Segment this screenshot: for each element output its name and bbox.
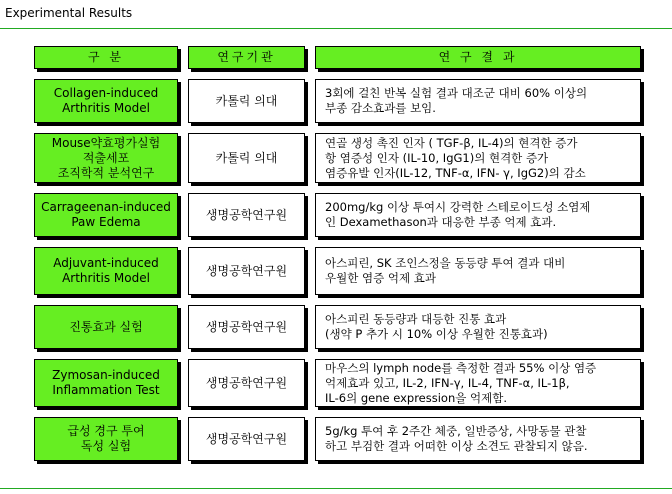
result-line: 인 Dexamethason과 대응한 부종 억제 효과.	[325, 215, 557, 229]
row-category	[34, 417, 178, 461]
category-line: 조직학적 분석연구	[57, 165, 155, 180]
row-institution: 생명공학연구원	[188, 247, 305, 295]
result-line: (생약 P 추가 시 10% 이상 우월한 진통효과)	[325, 327, 548, 341]
top-divider	[0, 28, 672, 29]
result-line: 아스피린 동등량과 대등한 진통 효과	[325, 312, 507, 326]
row-category	[34, 247, 178, 295]
category-line: Adjuvant-induced	[53, 256, 159, 270]
row-result	[315, 417, 641, 461]
bottom-divider	[0, 488, 672, 489]
result-line: 3회에 걸친 반복 실험 결과 대조군 대비 60% 이상의	[325, 86, 588, 100]
category-line: 급성 경구 투여	[67, 424, 145, 438]
row-result	[315, 79, 641, 123]
category-line: Mouse약효평가실험	[51, 135, 161, 150]
result-line: 5g/kg 투여 후 2주간 체중, 일반증상, 사망동물 관찰	[325, 424, 587, 438]
row-institution: 생명공학연구원	[188, 417, 305, 461]
category-line: Arthritis Model	[62, 271, 150, 285]
category-line: Paw Edema	[71, 215, 141, 229]
row-result	[315, 133, 641, 183]
result-line: 아스피린, SK 조인스정을 동등량 투여 결과 대비	[325, 256, 566, 270]
row-result	[315, 305, 641, 349]
result-line: IL-6의 gene expression을 억제함.	[325, 390, 507, 405]
result-line: 우월한 염증 억제 효과	[325, 271, 436, 285]
row-institution: 생명공학연구원	[188, 193, 305, 237]
category-line: Collagen-induced	[53, 86, 159, 100]
result-line: 억제효과 있고, IL-2, IFN-γ, IL-4, TNF-α, IL-1β,	[325, 375, 570, 390]
category-line: 적출세포	[82, 150, 130, 165]
row-institution: 생명공학연구원	[188, 305, 305, 349]
result-line: 하고 부검한 결과 어떠한 이상 소견도 관찰되지 않음.	[325, 439, 588, 453]
header-category: 구 분	[34, 46, 178, 69]
header-result: 연 구 결 과	[315, 46, 641, 69]
category-line: Carrageenan-induced	[41, 200, 171, 214]
row-category	[34, 133, 178, 183]
row-result	[315, 193, 641, 237]
result-line: 항 염증성 인자 (IL-10, IgG1)의 현격한 증가	[325, 150, 549, 165]
result-line: 염증유발 인자(IL-12, TNF-α, IFN- γ, IgG2)의 감소	[325, 165, 586, 180]
row-institution: 생명공학연구원	[188, 359, 305, 407]
header-institution: 연구기관	[188, 46, 305, 69]
result-line: 부종 감소효과를 보임.	[325, 101, 436, 115]
row-category	[34, 359, 178, 407]
result-line: 200mg/kg 이상 투여시 강력한 스테로이드성 소염제	[325, 200, 591, 214]
row-category	[34, 79, 178, 123]
row-institution: 카톨릭 의대	[188, 79, 305, 123]
row-category	[34, 193, 178, 237]
row-institution: 카톨릭 의대	[188, 133, 305, 183]
category-line: Inflammation Test	[52, 383, 160, 397]
row-result	[315, 359, 641, 407]
category-line: 독성 실험	[80, 439, 132, 453]
category-line: Arthritis Model	[62, 101, 150, 115]
category-line: 진통효과 실험	[69, 319, 143, 334]
page-title: Experimental Results	[5, 6, 133, 20]
result-line: 연골 생성 촉진 인자 ( TGF-β, IL-4)의 현격한 증가	[325, 135, 578, 150]
result-line: 마우스의 lymph node를 측정한 결과 55% 이상 염증	[325, 360, 597, 375]
row-result	[315, 247, 641, 295]
category-line: Zymosan-induced	[52, 368, 160, 382]
row-category	[34, 305, 178, 349]
